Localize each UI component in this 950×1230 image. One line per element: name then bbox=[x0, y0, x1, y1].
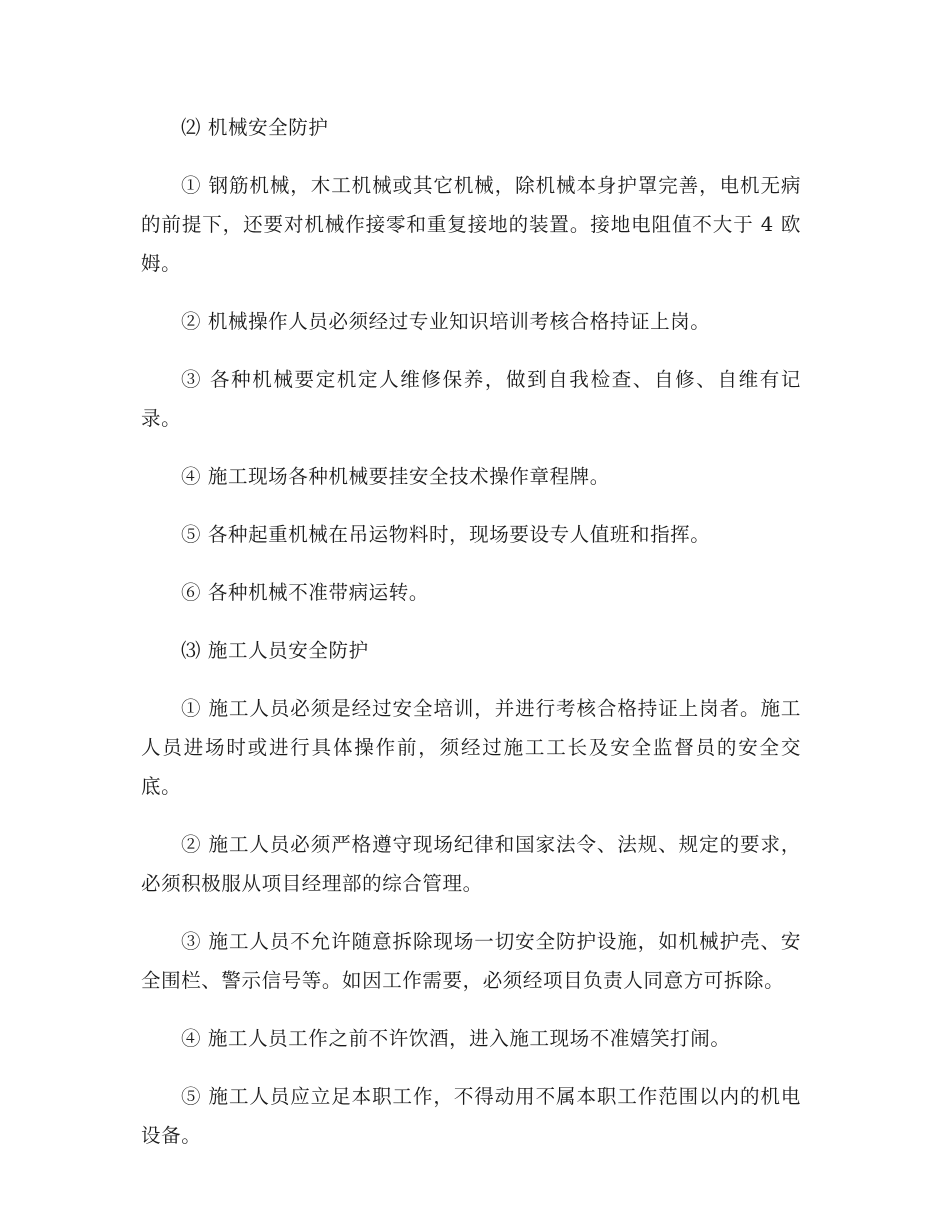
paragraph-item-5: ⑤ 施工人员应立足本职工作，不得动用不属本职工作范围以内的机电设备。 bbox=[141, 1085, 801, 1147]
section-heading-mechanical-safety: ⑵ 机械安全防护 bbox=[180, 116, 329, 139]
paragraph-item-5: ⑤ 各种起重机械在吊运物料时，现场要设专人值班和指挥。 bbox=[180, 523, 711, 546]
paragraph-item-3: ③ 施工人员不允许随意拆除现场一切安全防护设施，如机械护壳、安全围栏、警示信号等。如因工作需要，必须经项目负责人同意方可拆除。 bbox=[141, 930, 801, 992]
section-heading-worker-safety: ⑶ 施工人员安全防护 bbox=[180, 639, 369, 662]
paragraph-item-4: ④ 施工现场各种机械要挂安全技术操作章程牌。 bbox=[180, 465, 610, 488]
paragraph-item-2: ② 机械操作人员必须经过专业知识培训考核合格持证上岗。 bbox=[180, 310, 711, 333]
paragraph-item-6: ⑥ 各种机械不准带病运转。 bbox=[180, 581, 429, 604]
paragraph-item-1: ① 钢筋机械，木工机械或其它机械，除机械本身护罩完善，电机无病的前提下，还要对机械作接零和重复接地的装置。接地电阻值不大于 4 欧姆。 bbox=[141, 174, 801, 275]
paragraph-item-3: ③ 各种机械要定机定人维修保养，做到自我检查、自修、自维有记录。 bbox=[141, 368, 801, 430]
paragraph-item-1: ① 施工人员必须是经过安全培训，并进行考核合格持证上岗者。施工人员进场时或进行具体操作前，须经过施工工长及安全监督员的安全交底。 bbox=[141, 697, 801, 798]
paragraph-item-2: ② 施工人员必须严格遵守现场纪律和国家法令、法规、规定的要求，必须积极服从项目经理部的综合管理。 bbox=[141, 833, 801, 895]
document-body bbox=[141, 108, 801, 1174]
paragraph-item-4: ④ 施工人员工作之前不许饮酒，进入施工现场不准嬉笑打闹。 bbox=[180, 1027, 731, 1050]
